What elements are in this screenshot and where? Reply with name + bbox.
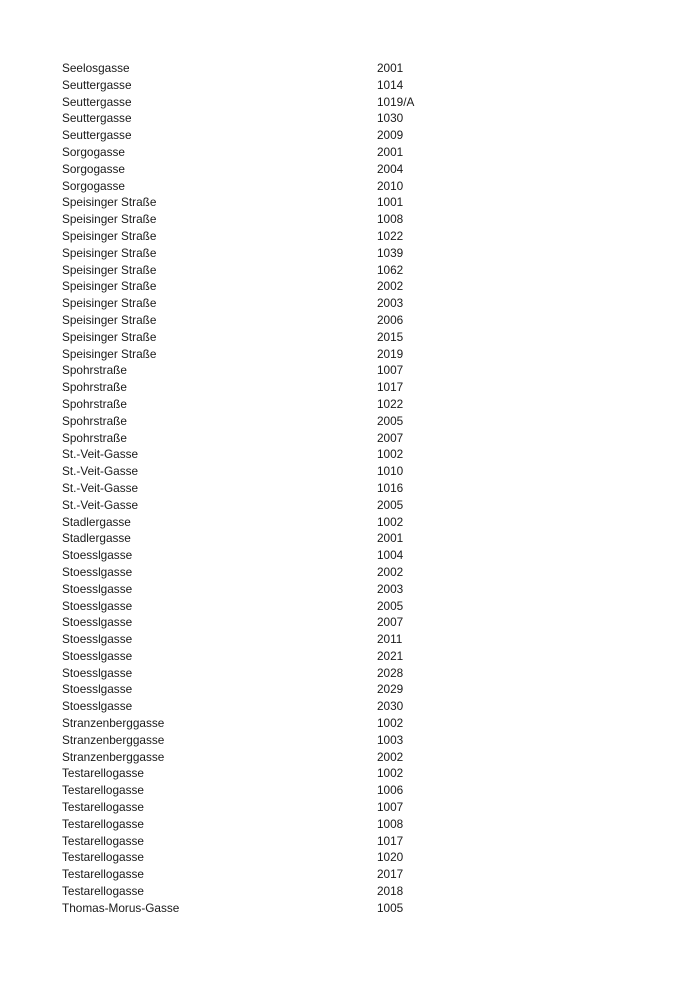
- street-name-cell: St.-Veit-Gasse: [62, 497, 139, 512]
- street-number-cell: 2029: [377, 682, 404, 697]
- street-name-cell: Stoesslgasse: [62, 581, 133, 596]
- table-row: [60, 530, 642, 547]
- street-name-cell: Stoesslgasse: [62, 615, 133, 630]
- table-row: [60, 329, 642, 346]
- street-number-cell: 1016: [377, 480, 404, 495]
- table-row: [60, 564, 642, 581]
- street-number-cell: 1002: [377, 447, 404, 462]
- street-number-cell: 2002: [377, 749, 404, 764]
- street-number-cell: 1002: [377, 716, 404, 731]
- table-row: [60, 396, 642, 413]
- table-row: [60, 77, 642, 94]
- street-number-cell: 1030: [377, 111, 404, 126]
- street-name-cell: Stadlergasse: [62, 531, 131, 546]
- street-name-cell: Sorgogasse: [62, 178, 125, 193]
- street-number-cell: 1014: [377, 77, 404, 92]
- table-row: [60, 211, 642, 228]
- street-number-cell: 1062: [377, 262, 404, 277]
- table-row: [60, 581, 642, 598]
- street-number-cell: 1017: [377, 380, 404, 395]
- street-number-cell: 1039: [377, 245, 404, 260]
- street-name-cell: Stoesslgasse: [62, 564, 133, 579]
- table-row: [60, 749, 642, 766]
- street-name-cell: St.-Veit-Gasse: [62, 464, 139, 479]
- street-name-cell: Spohrstraße: [62, 413, 127, 428]
- street-number-cell: 1002: [377, 514, 404, 529]
- street-name-cell: Speisinger Straße: [62, 296, 157, 311]
- table-row: [60, 598, 642, 615]
- street-name-cell: Testarellogasse: [62, 884, 144, 899]
- table-row: [60, 782, 642, 799]
- street-name-cell: Seuttergasse: [62, 128, 132, 143]
- street-number-cell: 2030: [377, 699, 404, 714]
- street-name-cell: Speisinger Straße: [62, 245, 157, 260]
- street-number-cell: 2001: [377, 531, 404, 546]
- table-row: [60, 866, 642, 883]
- street-name-cell: Stranzenberggasse: [62, 716, 165, 731]
- table-row: [60, 362, 642, 379]
- street-number-cell: 1005: [377, 900, 404, 915]
- street-name-cell: Speisinger Straße: [62, 195, 157, 210]
- street-number-cell: 2006: [377, 312, 404, 327]
- street-number-cell: 1020: [377, 850, 404, 865]
- street-number-cell: 1003: [377, 732, 404, 747]
- street-name-cell: Speisinger Straße: [62, 228, 157, 243]
- table-row: [60, 295, 642, 312]
- street-name-cell: Speisinger Straße: [62, 329, 157, 344]
- street-name-cell: Testarellogasse: [62, 800, 144, 815]
- street-number-cell: 2011: [377, 632, 403, 647]
- street-number-cell: 2017: [377, 867, 404, 882]
- street-number-cell: 1008: [377, 816, 404, 831]
- street-number-cell: 1022: [377, 228, 404, 243]
- street-number-cell: 1008: [377, 212, 404, 227]
- street-number-cell: 2010: [377, 178, 404, 193]
- street-name-cell: Speisinger Straße: [62, 279, 157, 294]
- street-name-cell: Stranzenberggasse: [62, 749, 165, 764]
- street-name-cell: Stoesslgasse: [62, 648, 133, 663]
- table-row: [60, 194, 642, 211]
- table-body: [60, 60, 642, 917]
- street-number-cell: 1004: [377, 548, 404, 563]
- street-number-cell: 2007: [377, 615, 404, 630]
- street-name-cell: Stoesslgasse: [62, 665, 133, 680]
- table-row: [60, 514, 642, 531]
- table-row: [60, 127, 642, 144]
- street-name-cell: Sorgogasse: [62, 144, 125, 159]
- street-name-cell: Testarellogasse: [62, 850, 144, 865]
- table-row: [60, 849, 642, 866]
- street-number-cell: 2015: [377, 329, 404, 344]
- street-number-cell: 2009: [377, 128, 404, 143]
- table-row: [60, 765, 642, 782]
- table-row: [60, 732, 642, 749]
- street-name-cell: Testarellogasse: [62, 833, 144, 848]
- table-row: [60, 833, 642, 850]
- table-row: [60, 161, 642, 178]
- table-row: [60, 413, 642, 430]
- street-name-cell: Spohrstraße: [62, 380, 127, 395]
- table-row: [60, 631, 642, 648]
- street-number-cell: 1022: [377, 396, 404, 411]
- street-number-cell: 1010: [377, 464, 404, 479]
- street-number-cell: 1007: [377, 800, 404, 815]
- table-row: [60, 346, 642, 363]
- street-name-cell: Speisinger Straße: [62, 212, 157, 227]
- street-name-cell: Stadlergasse: [62, 514, 131, 529]
- street-name-cell: Speisinger Straße: [62, 262, 157, 277]
- street-name-cell: Spohrstraße: [62, 363, 127, 378]
- street-number-cell: 2003: [377, 581, 404, 596]
- table-row: [60, 94, 642, 111]
- table-row: [60, 715, 642, 732]
- table-row: [60, 278, 642, 295]
- street-name-cell: Stoesslgasse: [62, 632, 133, 647]
- street-name-cell: Testarellogasse: [62, 783, 144, 798]
- street-number-cell: 2002: [377, 564, 404, 579]
- table-row: [60, 665, 642, 682]
- street-name-cell: Testarellogasse: [62, 816, 144, 831]
- street-name-cell: Testarellogasse: [62, 766, 144, 781]
- street-number-cell: 2005: [377, 497, 404, 512]
- street-number-cell: 1002: [377, 766, 404, 781]
- street-number-cell: 2003: [377, 296, 404, 311]
- table-row: [60, 178, 642, 195]
- street-name-cell: Stoesslgasse: [62, 682, 133, 697]
- street-number-cell: 1006: [377, 783, 404, 798]
- street-address-table: [60, 60, 642, 917]
- street-name-cell: Stoesslgasse: [62, 699, 133, 714]
- table-row: [60, 245, 642, 262]
- street-number-cell: 2018: [377, 884, 404, 899]
- table-row: [60, 883, 642, 900]
- street-number-cell: 2028: [377, 665, 404, 680]
- table-row: [60, 799, 642, 816]
- table-row: [60, 497, 642, 514]
- table-row: [60, 816, 642, 833]
- street-number-cell: 2019: [377, 346, 404, 361]
- street-number-cell: 1017: [377, 833, 404, 848]
- street-name-cell: Sorgogasse: [62, 161, 125, 176]
- street-number-cell: 2004: [377, 161, 404, 176]
- street-name-cell: Speisinger Straße: [62, 346, 157, 361]
- street-name-cell: Seuttergasse: [62, 111, 132, 126]
- street-number-cell: 1007: [377, 363, 404, 378]
- street-name-cell: Spohrstraße: [62, 396, 127, 411]
- street-name-cell: Seuttergasse: [62, 94, 132, 109]
- street-number-cell: 2001: [377, 144, 404, 159]
- table-row: [60, 446, 642, 463]
- table-row: [60, 681, 642, 698]
- table-row: [60, 547, 642, 564]
- table-row: [60, 614, 642, 631]
- street-number-cell: 2002: [377, 279, 404, 294]
- street-name-cell: Spohrstraße: [62, 430, 127, 445]
- street-number-cell: 2021: [377, 648, 404, 663]
- table-row: [60, 379, 642, 396]
- street-name-cell: Testarellogasse: [62, 867, 144, 882]
- table-row: [60, 144, 642, 161]
- table-row: [60, 60, 642, 77]
- table-row: [60, 463, 642, 480]
- street-number-cell: 1019/A: [377, 94, 415, 109]
- table-row: [60, 228, 642, 245]
- street-number-cell: 1001: [377, 195, 404, 210]
- table-row: [60, 900, 642, 917]
- street-name-cell: Seuttergasse: [62, 77, 132, 92]
- street-number-cell: 2005: [377, 413, 404, 428]
- street-name-cell: Thomas-Morus-Gasse: [62, 900, 180, 915]
- table-row: [60, 698, 642, 715]
- street-number-cell: 2005: [377, 598, 404, 613]
- street-number-cell: 2007: [377, 430, 404, 445]
- street-name-cell: Seelosgasse: [62, 61, 130, 75]
- table-row: [60, 262, 642, 279]
- street-name-cell: Stoesslgasse: [62, 548, 133, 563]
- table-row: [60, 480, 642, 497]
- table-row: [60, 110, 642, 127]
- street-name-cell: St.-Veit-Gasse: [62, 480, 139, 495]
- table-row: [60, 430, 642, 447]
- street-name-cell: Stoesslgasse: [62, 598, 133, 613]
- table-row: [60, 648, 642, 665]
- street-name-cell: Stranzenberggasse: [62, 732, 165, 747]
- street-name-cell: Speisinger Straße: [62, 312, 157, 327]
- street-number-cell: 2001: [377, 61, 404, 75]
- street-name-cell: St.-Veit-Gasse: [62, 447, 139, 462]
- table-row: [60, 312, 642, 329]
